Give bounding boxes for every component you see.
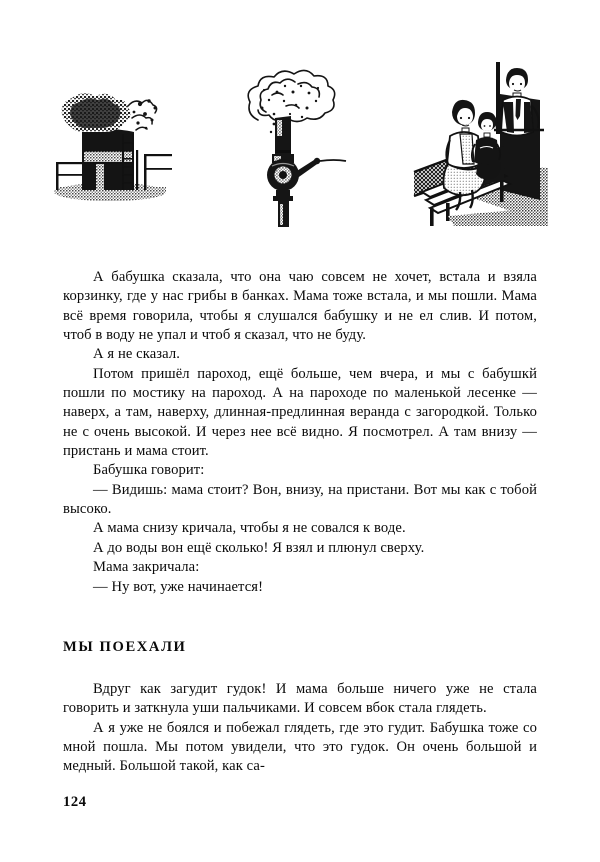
- steam-whistle-illustration: [228, 62, 348, 227]
- paragraph: А до воды вон ещё сколько! Я взял и плюнул сверху.: [93, 539, 425, 556]
- page-body-text: [63, 268, 537, 777]
- paragraph: Потом пришёл пароход, ещё больше, чем вчера, и мы с бабушкй пошли по мостику на пароход. А на пароходе по маленькой лесенке — наверх, а там, наверху, длинная-предлинная веранда с загородкой. Только не с очень высокой. И через нее всё видно. Я посмотрел. А там внизу — пристань и мама стоит.: [63, 365, 537, 460]
- paragraph: Вдруг как загудит гудок! И мама больше ничего уже не стала говорить и заткнула уши пальчиками. И совсем вбок стала глядеть.: [63, 680, 537, 717]
- section-heading: МЫ ПОЕХАЛИ: [63, 638, 187, 655]
- heading-spacer-above: [63, 597, 537, 639]
- paragraph: А мама снизу кричала, чтобы я не совался к воде.: [93, 520, 406, 537]
- page-number: 124: [63, 794, 87, 810]
- paragraph: Бабушка говорит:: [93, 462, 205, 479]
- deck-bench-passengers-illustration: [408, 60, 548, 230]
- paragraph: А я уже не боялся и побежал глядеть, где это гудит. Бабушка тоже со мной пошла. Мы потом увидели, что это гудок. Он очень большой и медный. Большой такой, как са-: [63, 719, 537, 775]
- heading-spacer-below: [63, 656, 537, 680]
- steamship-funnel-smoke-illustration: [48, 88, 178, 203]
- dialogue-paragraph: — Ну вот, уже начинается!: [93, 578, 264, 595]
- illustration-band: [0, 0, 600, 250]
- paragraph: А я не сказал.: [93, 346, 181, 363]
- dialogue-paragraph: — Видишь: мама стоит? Вон, внизу, на пристани. Вот мы как с тобой высоко.: [63, 481, 537, 518]
- paragraph: А бабушка сказала, что она чаю совсем не хочет, встала и взяла корзинку, где у нас грибы в банках. Мама тоже встала, и мы пошли. Мама всё время говорила, чтобы я слушался бабушку и не ел слив. И потом, чтоб в воду не упал и чтоб я сказал, что не буду.: [63, 269, 537, 344]
- paragraph: Мама закричала:: [93, 559, 200, 576]
